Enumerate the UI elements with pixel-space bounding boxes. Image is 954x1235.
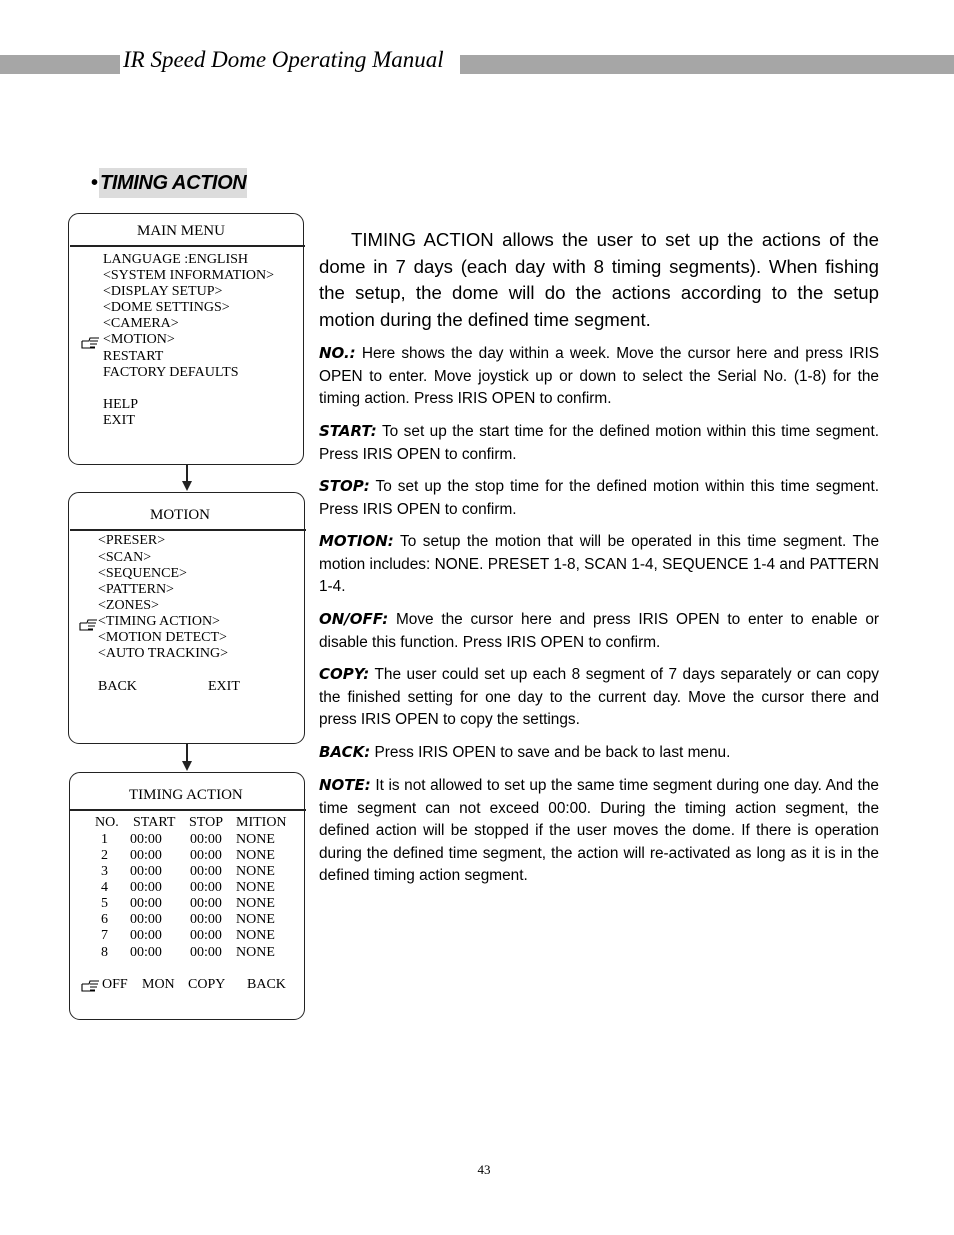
main-menu-item-camera[interactable]: <CAMERA> [103,316,179,331]
definition-text: To set up the stop time for the defined motion within this time segment. Press IRIS OPEN to confirm. [319,478,879,518]
definition-text: To set up the start time for the defined motion within this time segment. Press IRIS OPEN to confirm. [319,423,879,463]
definition-start [319,420,879,466]
timing-footer-back[interactable]: BACK [247,977,286,992]
timing-row-start[interactable]: 00:00 [130,848,162,863]
header-bar-right [460,55,954,74]
definition-term: COPY: [319,665,370,683]
motion-menu-item-pattern[interactable]: <PATTERN> [98,582,174,597]
timing-row-no: 2 [101,848,108,863]
definition-term: ON/OFF: [319,610,389,628]
main-menu-item-display-setup[interactable]: <DISPLAY SETUP> [103,284,223,299]
motion-menu-back[interactable]: BACK [98,679,137,694]
main-menu-item-factory-defaults[interactable]: FACTORY DEFAULTS [103,365,239,380]
timing-row-start[interactable]: 00:00 [130,945,162,960]
timing-header-stop: STOP [189,815,223,830]
header-title: IR Speed Dome Operating Manual [123,47,444,72]
timing-header-no: NO. [95,815,119,830]
definition-copy [319,663,879,732]
motion-menu-item-preser[interactable]: <PRESER> [98,533,166,548]
definition-term: BACK: [319,743,371,761]
timing-row-no: 4 [101,880,108,895]
definition-on-off [319,608,879,654]
motion-menu-item-scan[interactable]: <SCAN> [98,550,152,565]
timing-row-no: 5 [101,896,108,911]
definition-term: NOTE: [319,776,371,794]
timing-menu-divider [70,809,306,811]
main-menu-item-restart[interactable]: RESTART [103,349,164,364]
motion-menu-item-auto-tracking[interactable]: <AUTO TRACKING> [98,646,228,661]
timing-row-motion[interactable]: NONE [236,945,275,960]
definition-no [319,342,879,411]
timing-header-start: START [133,815,176,830]
timing-row-stop[interactable]: 00:00 [190,880,222,895]
timing-row-motion[interactable]: NONE [236,864,275,879]
timing-action-menu-box [69,772,305,1020]
main-menu-item-system-information[interactable]: <SYSTEM INFORMATION> [103,268,274,283]
definition-back [319,741,879,765]
timing-row-stop[interactable]: 00:00 [190,928,222,943]
main-menu-item-language[interactable]: LANGUAGE :ENGLISH [103,252,249,267]
main-menu-box [68,213,304,465]
timing-row-start[interactable]: 00:00 [130,928,162,943]
motion-menu-item-motion-detect[interactable]: <MOTION DETECT> [98,630,227,645]
timing-row-stop[interactable]: 00:00 [190,896,222,911]
motion-menu-item-timing-action[interactable]: <TIMING ACTION> [98,614,220,629]
timing-row-stop[interactable]: 00:00 [190,832,222,847]
arrow-down-icon [182,744,192,772]
definition-text: Press IRIS OPEN to save and be back to last menu. [374,744,731,761]
motion-menu-item-zones[interactable]: <ZONES> [98,598,159,613]
timing-row-stop[interactable]: 00:00 [190,848,222,863]
timing-row-stop[interactable]: 00:00 [190,912,222,927]
definition-text: It is not allowed to set up the same time segment during one day. And the time segment can not exceed 00:00. During the timing action segment, the defined action will be stopped if the user moves the dome. If there is operation during the defined time segment, the action will re-activated as long as it is in the defined timing action segment. [319,777,879,885]
definition-term: NO.: [319,344,356,362]
timing-row-motion[interactable]: NONE [236,880,275,895]
section-bullet: • [91,171,99,194]
timing-row-motion[interactable]: NONE [236,912,275,927]
arrow-down-icon [182,465,192,492]
timing-footer-mon[interactable]: MON [142,977,175,992]
section-heading [91,168,247,198]
page-number: 43 [477,1162,491,1177]
timing-header-motion: MITION [236,815,287,830]
timing-row-stop[interactable]: 00:00 [190,864,222,879]
definition-term: START: [319,422,377,440]
timing-row-motion[interactable]: NONE [236,832,275,847]
pointing-hand-icon [81,979,101,993]
intro-paragraph: TIMING ACTION allows the user to set up the actions of the dome in 7 days (each day with 8 timing segments). When fishing the setup, the dome will do the actions according to the setup motion during the defined time segment. [319,229,879,331]
timing-row-no: 3 [101,864,108,879]
main-menu-item-dome-settings[interactable]: <DOME SETTINGS> [103,300,230,315]
definition-stop [319,475,879,521]
motion-menu-box [68,492,305,744]
motion-menu-divider [70,529,306,531]
definition-text: To setup the motion that will be operated in this time segment. The motion includes: NONE. PRESET 1-8, SCAN 1-4, SEQUENCE 1-4 and PATTERN 1-4. [319,533,880,596]
definition-text: Move the cursor here and press IRIS OPEN to enter to enable or disable this function. Press IRIS OPEN to confirm. [319,611,880,651]
definition-text: The user could set up each 8 segment of 7 days separately or can copy the finished setting for one day to the current day. Move the cursor there and press IRIS OPEN to copy the settings. [319,666,879,729]
timing-row-start[interactable]: 00:00 [130,896,162,911]
timing-row-no: 7 [101,928,108,943]
definition-motion [319,530,879,599]
main-menu-item-motion[interactable]: <MOTION> [103,332,175,347]
timing-footer-copy[interactable]: COPY [188,977,226,992]
pointing-hand-icon [81,336,101,350]
timing-menu-title: TIMING ACTION [129,787,243,803]
main-menu-item-help[interactable]: HELP [103,397,138,412]
main-menu-item-exit[interactable]: EXIT [103,413,135,428]
motion-menu-item-sequence[interactable]: <SEQUENCE> [98,566,187,581]
main-menu-divider [70,245,305,247]
timing-row-motion[interactable]: NONE [236,928,275,943]
section-heading-text: TIMING ACTION [99,168,247,198]
timing-row-stop[interactable]: 00:00 [190,945,222,960]
definition-term: STOP: [319,477,370,495]
motion-menu-exit[interactable]: EXIT [208,679,240,694]
definition-text: Here shows the day within a week. Move the cursor here and press IRIS OPEN to enter. Move joystick up or down to select the Serial No. (1-8) for the timing action. Press IRIS OPEN to confirm. [319,345,879,408]
timing-row-no: 6 [101,912,108,927]
header-bar-left [0,55,120,74]
motion-menu-title: MOTION [150,507,210,523]
main-menu-title: MAIN MENU [137,223,225,239]
definition-term: MOTION: [319,532,394,550]
timing-row-no: 8 [101,945,108,960]
timing-row-no: 1 [101,832,108,847]
timing-row-start[interactable]: 00:00 [130,912,162,927]
timing-row-motion[interactable]: NONE [236,848,275,863]
timing-row-start[interactable]: 00:00 [130,864,162,879]
timing-row-start[interactable]: 00:00 [130,880,162,895]
timing-row-start[interactable]: 00:00 [130,832,162,847]
definition-note [319,774,879,888]
timing-footer-off[interactable]: OFF [102,977,128,992]
timing-row-motion[interactable]: NONE [236,896,275,911]
pointing-hand-icon [79,618,99,632]
